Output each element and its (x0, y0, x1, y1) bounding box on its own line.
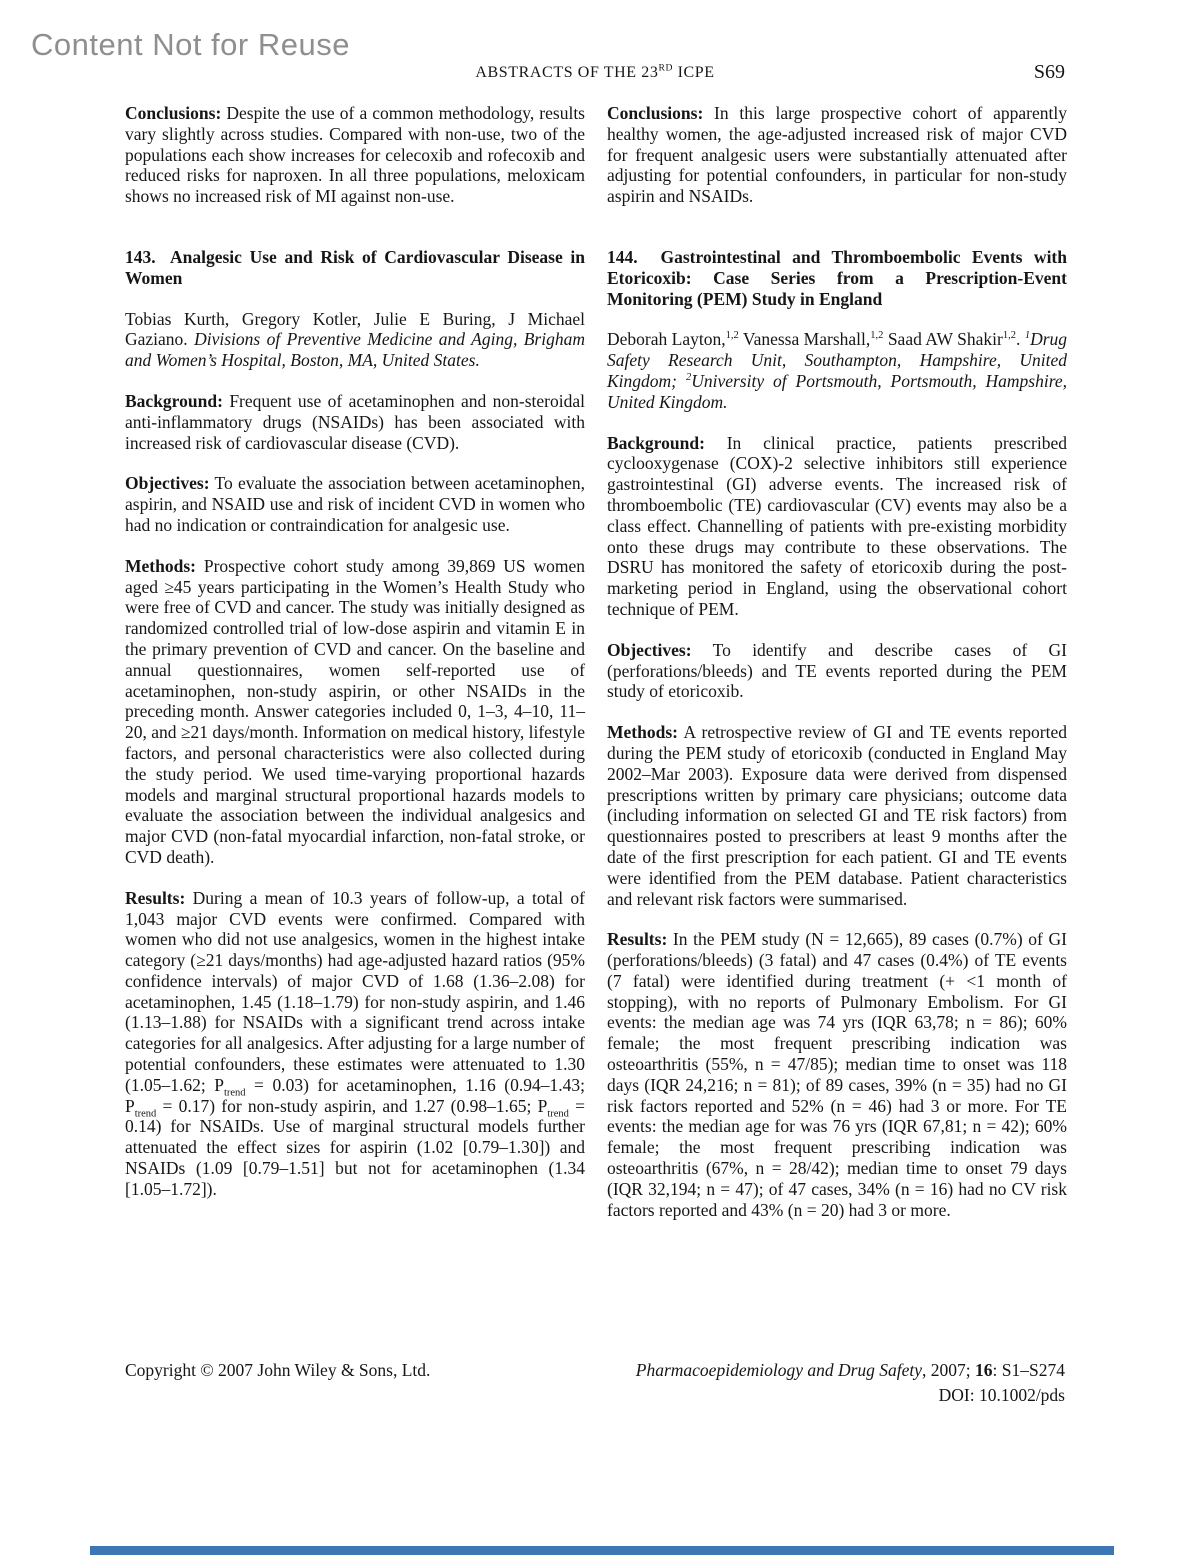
abstract-143-background (125, 391, 585, 453)
abstract-144-methods (607, 722, 1067, 909)
conclusions-label: Conclusions: (125, 103, 222, 123)
left-column (125, 103, 585, 1240)
abstract-144-background (607, 433, 1067, 620)
abstract-143-methods (125, 556, 585, 868)
abstract-144-title: 144. Gastrointestinal and Thromboembolic Events with Etoricoxib: Case Series from a Prescription-Event Monitoring (PEM) Study in England (607, 246, 1067, 309)
abstract-144-results (607, 929, 1067, 1220)
background-label: Background: (125, 390, 223, 411)
abstract-144-authors: Deborah Layton,$^{1,2}$ Vanessa Marshall,$^{1,2}$ Saad AW Shakir$^{1,2}$. $^1$Drug Safety Research Unit, Southampton, Hampshire, United Kingdom; $^2$University of Portsmouth, Portsmouth, Hampshire, United Kingdom. (607, 329, 1068, 412)
page-footer (125, 1358, 1065, 1408)
results-text: In the PEM study (N = 12,665), 89 cases (0.7%) of GI (perforations/bleeds) (3 fatal) and 47 cases (0.4%) of TE events (7 fatal) were identified during treatment (+ <1 month of stopping), with no reports of Pulmonary Embolism. For GI events: the median age was 74 yrs (IQR 63,78; n = 86); 60% female; the most frequent prescribing indication was osteoarthritis (55%, n = 47/85); median time to onset was 118 days (IQR 24,216; n = 81); of 89 cases, 39% (n = 35) had no GI risk factors reported and 52% (n = 46) had 3 or more. For TE events: the median age for was 76 yrs (IQR 67,81; n = 42); 60% female; the most frequent prescribing indication was osteoarthritis (67%, n = 28/42); median time to onset 79 days (IQR 32,194; n = 47); of 47 cases, 34% (n = 16) had no CV risk factors reported and 43% (n = 20) had 3 or more. (607, 929, 1067, 1220)
abstract-144-objectives (607, 640, 1067, 702)
page-number: S69 (1033, 61, 1065, 83)
objectives-label: Objectives: (125, 473, 210, 494)
results-label: Results: (607, 929, 668, 950)
abstract-143-results (125, 888, 585, 1200)
results-label: Results: (125, 887, 186, 908)
methods-text: A retrospective review of GI and TE events reported during the PEM study of etoricoxib (conducted in England May 2002–Mar 2003). Exposure data were derived from dispensed prescriptions written by primary care physicians; outcome data (including information on selected GI and TE risk factors) from questionnaires posted to prescribers at least 9 months after the date of the first prescription for each patient. GI and TE events were identified from the PEM database. Patient characteristics and relevant risk factors were summarised. (607, 722, 1067, 909)
background-text: Frequent use of acetaminophen and non-steroidal anti-inflammatory drugs (NSAIDs) has been associated with increased risk of cardiovascular disease (CVD). (125, 390, 585, 453)
left-conclusions-paragraph (125, 103, 585, 207)
conclusions-label: Conclusions: (607, 103, 704, 123)
copyright-line: Copyright © 2007 John Wiley & Sons, Ltd. (125, 1360, 431, 1380)
bottom-accent-bar (90, 1546, 1114, 1555)
abstract-143-authors: Tobias Kurth, Gregory Kotler, Julie E Buring, J Michael Gaziano. Divisions of Preventive Medicine and Aging, Brigham and Women’s Hospital, Boston, MA, United States. (125, 308, 585, 371)
two-column-body (125, 103, 1067, 1240)
content-not-for-reuse-watermark: Content Not for Reuse (31, 27, 350, 62)
objectives-label: Objectives: (607, 639, 692, 660)
conclusions-text: In this large prospective cohort of apparently healthy women, the age-adjusted increased risk of major CVD for frequent analgesic users were substantially attenuated after adjusting for potential confounders, in particular for non-study aspirin and NSAIDs. (607, 103, 1067, 207)
journal-citation: Pharmacoepidemiology and Drug Safety, 2007; 16: S1–S274 (635, 1360, 1065, 1380)
conclusions-text: Despite the use of a common methodology, results vary slightly across studies. Compared with non-use, two of the populations each show increases for celecoxib and rofecoxib and reduced risks for naproxen. In all three populations, meloxicam shows no increased risk of MI against non-use. (125, 103, 585, 207)
background-label: Background: (607, 432, 705, 453)
header-title: ABSTRACTS OF THE 23RD ICPE (475, 62, 715, 81)
objectives-text: To identify and describe cases of GI (perforations/bleeds) and TE events reported during the PEM study of etoricoxib. (607, 639, 1067, 702)
results-text: During a mean of 10.3 years of follow-up, a total of 1,043 major CVD events were confirmed. Compared with women who did not use analgesics, women in the highest intake category (≥21 days/months) had age-adjusted hazard ratios (95% confidence intervals) of major CVD of 1.68 (1.36–2.08) for acetaminophen, 1.45 (1.18–1.79) for non-study aspirin, and 1.46 (1.13–1.88) for NSAIDs with a significant trend across intake categories for all analgesics. After adjusting for a large number of potential confounders, these estimates were attenuated to 1.30 (1.05–1.62; $P_{trend} = 0.03$) for acetaminophen, 1.16 (0.94–1.43; $P_{trend} = 0.17$) for non-study aspirin, and 1.27 (0.98–1.65; $P_{trend} = 0.14$) for NSAIDs. Use of marginal structural models further attenuated the effect sizes for aspirin (1.02 [0.79–1.30]) and NSAIDs (1.09 [0.79–1.51] but not for acetaminophen (1.34 [1.05–1.72]). (125, 887, 585, 1199)
objectives-text: To evaluate the association between acetaminophen, aspirin, and NSAID use and risk of incident CVD in women who had no indication or contraindication for analgesic use. (125, 473, 585, 535)
abstract-143-objectives (125, 473, 585, 535)
abstract-143-title: 143. Analgesic Use and Risk of Cardiovascular Disease in Women (125, 246, 585, 288)
doi-line: DOI: 10.1002/pds (938, 1385, 1065, 1405)
right-column (607, 103, 1067, 1240)
background-text: In clinical practice, patients prescribed cyclooxygenase (COX)-2 selective inhibitors still experience gastrointestinal (GI) adverse events. The increased risk of thromboembolic (TE) cardiovascular (CV) events may also be a class effect. Channelling of patients with pre-existing morbidity onto these drugs may contribute to these observations. The DSRU has monitored the safety of etoricoxib during the post-marketing period in England, using the observational cohort technique of PEM. (607, 432, 1067, 619)
running-header (125, 61, 1065, 83)
methods-label: Methods: (607, 722, 678, 743)
methods-text: Prospective cohort study among 39,869 US women aged ≥45 years participating in the Women’s Health Study who were free of CVD and cancer. The study was initially designed as randomized controlled trial of low-dose aspirin and vitamin E in the primary prevention of CVD and cancer. On the baseline and annual questionnaires, women self-reported use of acetaminophen, non-study aspirin, or other NSAIDs in the preceding month. Answer categories included 0, 1–3, 4–10, 11–20, and ≥21 days/month. Information on medical history, lifestyle factors, and personal characteristics were also collected during the study period. We used time-varying proportional hazards models and marginal structural proportional hazards models to evaluate the association between the individual analgesics and major CVD (non-fatal myocardial infarction, non-fatal stroke, or CVD death). (125, 555, 585, 867)
methods-label: Methods: (125, 555, 196, 576)
right-conclusions-paragraph (607, 103, 1067, 207)
